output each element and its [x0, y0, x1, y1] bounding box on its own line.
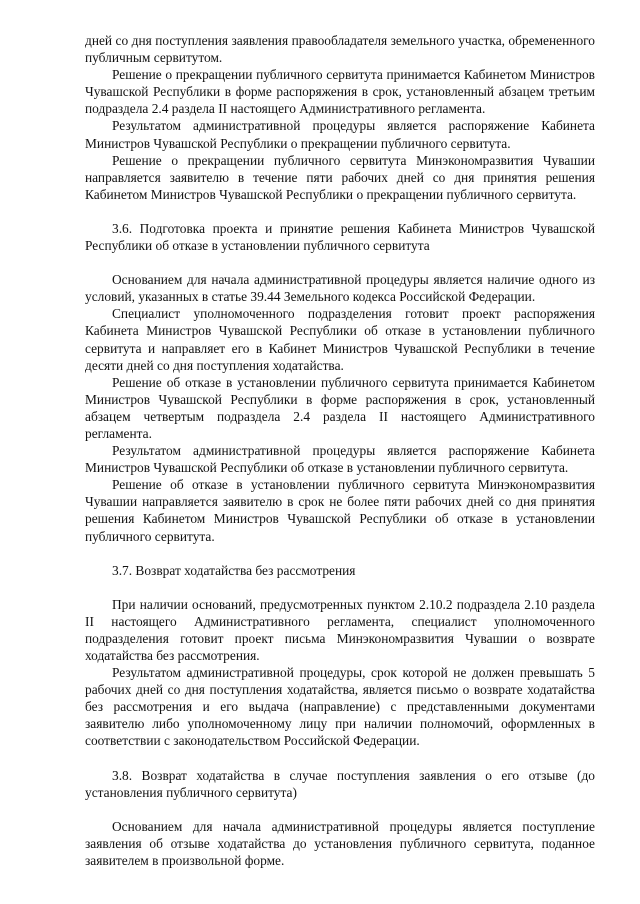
paragraph-termination-decision: Решение о прекращении публичного сервитута принимается Кабинетом Министров Чувашской Республики в форме распоряжения в срок, установленный абзацем третьим подраздела 2.4 раздела II настоящего Административного регламента.	[85, 67, 595, 117]
paragraph-continuation: дней со дня поступления заявления правообладателя земельного участка, обремененного публичным сервитутом.	[85, 33, 595, 66]
paragraph-termination-notice: Решение о прекращении публичного сервитута Минэкономразвития Чувашии направляется заявителю в течение пяти рабочих дней со дня принятия решения Кабинетом Министров Чувашской Республики о прекращении публичного сервитута.	[85, 152, 595, 202]
section-heading-3-6: 3.6. Подготовка проекта и принятие решения Кабинета Министров Чувашской Республики об отказе в установлении публичного сервитута	[85, 220, 595, 254]
paragraph-return-basis: При наличии оснований, предусмотренных пунктом 2.10.2 подраздела 2.10 раздела II настоящего Административного регламента, специалист уполномоченного подразделения готовит проект письма Минэкономразвития Чувашии о возврате ходатайства без рассмотрения.	[85, 596, 595, 663]
section-heading-3-8: 3.8. Возврат ходатайства в случае поступления заявления о его отзыве (до установления публичного сервитута)	[85, 767, 595, 800]
paragraph-refusal-draft: Специалист уполномоченного подразделения готовит проект распоряжения Кабинета Министров Чувашской Республики об отказе в установлении публичного сервитута и направляет его в Кабинет Министров Чувашской Республики в течение десяти дней со дня поступления ходатайства.	[85, 306, 595, 373]
section-heading-3-7: 3.7. Возврат ходатайства без рассмотрения	[112, 562, 356, 578]
paragraph-refusal-notice: Решение об отказе в установлении публичного сервитута Минэкономразвития Чувашии направляется заявителю в срок не более пяти рабочих дней со дня принятия решения Кабинетом Министров Чувашской Республики об отказе в установлении публичного сервитута.	[85, 477, 595, 544]
paragraph-refusal-result: Результатом административной процедуры является распоряжение Кабинета Министров Чувашской Республики об отказе в установлении публичного сервитута.	[85, 443, 595, 476]
paragraph-refusal-decision: Решение об отказе в установлении публичного сервитута принимается Кабинетом Министров Чувашской Республики в форме распоряжения в срок, установленный абзацем четвертым подраздела 2.4 раздела II настоящего Административного регламента.	[85, 374, 595, 441]
paragraph-termination-result: Результатом административной процедуры является распоряжение Кабинета Министров Чувашской Республики о прекращении публичного сервитута.	[85, 118, 595, 151]
paragraph-return-result: Результатом административной процедуры, срок которой не должен превышать 5 рабочих дней со дня поступления ходатайства, является письмо о возврате ходатайства без рассмотрения и его выдача (направление) с представленными документами заявителю либо уполномоченному лицу при наличии полномочий, оформленных в соответствии с законодательством Российской Федерации.	[85, 665, 595, 749]
paragraph-withdrawal-basis: Основанием для начала административной процедуры является поступление заявления об отзыве ходатайства до установления публичного сервитута, поданное заявителем в произвольной форме.	[85, 818, 595, 868]
document-page	[85, 32, 595, 869]
paragraph-refusal-basis: Основанием для начала административной процедуры является наличие одного из условий, указанных в статье 39.44 Земельного кодекса Российской Федерации.	[85, 272, 595, 305]
